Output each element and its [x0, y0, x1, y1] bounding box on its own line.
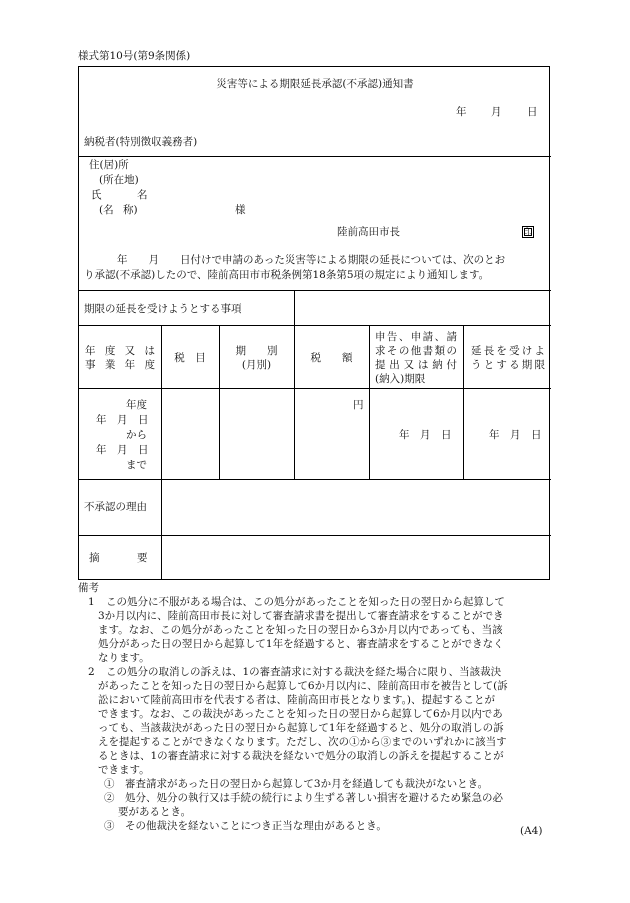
summary-label-1: 摘 — [89, 552, 100, 564]
date-month: 月 — [491, 106, 502, 118]
row-fiscal-year: 年度 — [126, 399, 147, 411]
col4-header: 税 額 — [310, 352, 353, 364]
note-2 — [78, 665, 550, 777]
note-2-line: この処分の取消しの訴えは、1の審査請求に対する裁決を経た場合に限り、当該裁決 — [106, 666, 502, 678]
name-sub-label: (名 — [99, 204, 114, 216]
row-from-date: 年 月 日 — [96, 414, 149, 426]
name-label-1: 氏 — [91, 189, 102, 201]
table-col-line-1 — [161, 325, 162, 479]
condition-3: ③ その他裁決を経ないことにつき正当な理由があるとき。 — [104, 820, 387, 832]
paper-size: (A4) — [520, 825, 543, 837]
name-sub-label-2: 称) — [123, 204, 138, 216]
condition-2-line-1: ② 処分、処分の執行又は手続の続行により生ずる著しい損害を避けるため緊急の必 — [104, 792, 503, 804]
body-text-line-2: り承認(不承認)したので、陸前高田市市税条例第18条第5項の規定により通知します。 — [84, 269, 490, 281]
note-1-number: 1 — [88, 596, 95, 608]
note-2-line: があったことを知った日の翌日から起算して6か月以内に、陸前高田市を被告として(訴 — [98, 680, 508, 692]
extension-matter-label: 期限の延長を受けようとする事項 — [84, 303, 242, 315]
note-2-line: るときは、1の審査請求に対する裁決を経ないで処分の取消しの訴えを提起することが — [98, 750, 504, 762]
notes-heading: 備考 — [78, 582, 99, 594]
note-1-line: ます。なお、この処分があったことを知った日の翌日から3か月以内であっても、当該 — [98, 624, 503, 636]
note-2-line: できます。 — [98, 764, 150, 776]
note-1-line: なります。 — [98, 652, 150, 664]
col3-header-line-1: 期 別 — [235, 345, 278, 357]
col6-header-line-2: うとする期限 — [471, 359, 545, 371]
note-1 — [78, 595, 550, 665]
row-extension: 年 月 日 — [489, 429, 542, 441]
disapproval-reason-label: 不承認の理由 — [84, 501, 147, 513]
seal-box: 印 — [523, 228, 533, 238]
col2-header: 税 目 — [174, 352, 206, 364]
divider-2 — [79, 290, 551, 291]
col3-header-line-2: (月別) — [241, 359, 272, 371]
address-sub-label: (所在地) — [99, 174, 139, 186]
table-col-line-3 — [294, 325, 295, 479]
row-yen: 円 — [353, 399, 364, 411]
note-1-line: 3か月以内に、陸前高田市長に対して審査請求書を提出して審査請求をすることができ — [98, 610, 504, 622]
issuer: 陸前高田市長 — [337, 226, 400, 238]
note-1-line: 処分があった日の翌日から起算して1年を経過すると、審査請求をすることができなく — [98, 638, 504, 650]
date-year: 年 — [456, 106, 467, 118]
form-title: 災害等による期限延長承認(不承認)通知書 — [216, 78, 414, 90]
divider-6 — [79, 535, 551, 536]
col1-header-line-1: 年度又は — [85, 345, 155, 357]
note-2-line: 訟において陸前高田市を代表する者は、陸前高田市長となります。)、提起することが — [98, 694, 496, 706]
note-1-line: この処分に不服がある場合は、この処分があったことを知った日の翌日から起算して — [106, 596, 505, 608]
col5-header-line-4: (納入)期限 — [375, 373, 426, 385]
condition-2-line-2: 要があるとき。 — [118, 806, 192, 818]
divider-4 — [79, 388, 551, 389]
col5-header-line-2: 求その他書類の — [375, 345, 457, 357]
notice-form — [78, 66, 550, 580]
col5-header-line-3: 提出又は納付 — [375, 359, 457, 371]
col5-header-line-1: 申告、申請、請 — [375, 331, 457, 343]
note-2-number: 2 — [88, 666, 95, 678]
row-until-date: 年 月 日 — [96, 444, 149, 456]
col6-header-line-1: 延長を受けよ — [471, 345, 545, 357]
row-deadline: 年 月 日 — [399, 429, 452, 441]
extension-matter-divider — [294, 290, 295, 325]
body-text-line-1: 年 月 日付けで申請のあった災害等による期限の延長については、次のとお — [117, 254, 506, 266]
name-label-2: 名 — [137, 189, 148, 201]
summary-label-2: 要 — [137, 552, 148, 564]
form-number: 様式第10号(第9条関係) — [78, 50, 191, 62]
col1-header-line-2: 事業年度 — [85, 359, 155, 371]
date-day: 日 — [527, 106, 538, 118]
condition-1: ① 審査請求があった日の翌日から起算して3か月を経過しても裁決がないとき。 — [104, 778, 489, 790]
note-2-line: えを提起することができなくなります。ただし、次の①から③までのいずれかに該当す — [98, 736, 507, 748]
table-col-line-5 — [463, 325, 464, 479]
table-col-line-4 — [369, 325, 370, 479]
address-label: 住(居)所 — [89, 159, 129, 171]
note-2-line: っても、当該裁決があった日の翌日から起算して1年を経過すると、処分の取消しの訴 — [98, 722, 504, 734]
divider-5 — [79, 479, 551, 480]
row-from: から — [126, 429, 147, 441]
honorific: 様 — [235, 204, 246, 216]
addressee-label: 納税者(特別徴収義務者) — [84, 136, 198, 148]
notes-section — [78, 581, 550, 833]
lower-col-line — [161, 479, 162, 580]
divider-1 — [79, 156, 551, 157]
row-until: まで — [126, 459, 147, 471]
note-2-line: できます。なお、この裁決があったことを知った日の翌日から起算して6か月以内であ — [98, 708, 503, 720]
divider-3 — [79, 325, 551, 326]
